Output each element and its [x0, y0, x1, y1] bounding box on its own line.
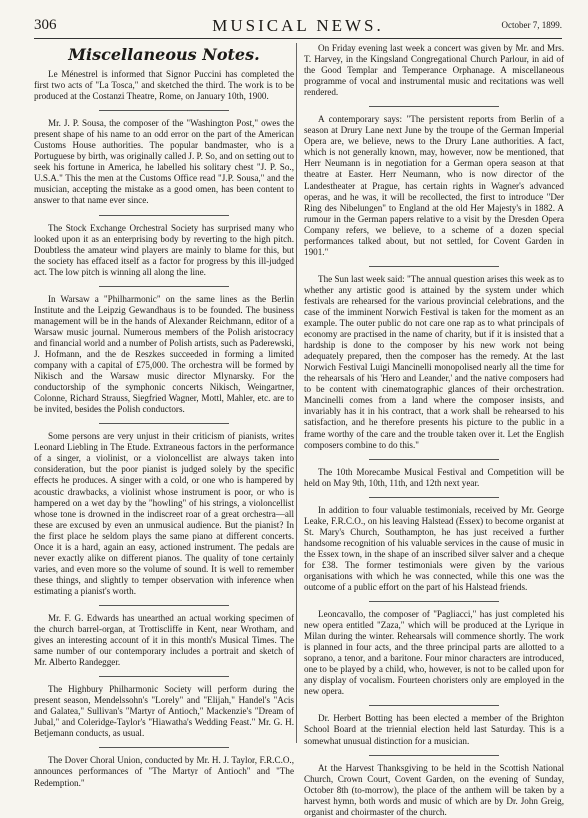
article-paragraph: A contemporary says: "The persistent reports from Berlin of a season at Drury Lane next June by the troupe of the German Imperial Opera are, we believe, news to the Drury Lane authorities. A fact, which is not generally known, may, however, now be mentioned, that Herr Neumann is in negotiation for a German opera season at that theatre at Easter. Herr Neumann, who is now director of the Landestheater at Prague, has certain rights in Wagner's advanced operas, and he was, it will be recollected, the first to introduce "Der Ring des Nibelungen" to England at the old Her Majesty's in 1882. A rumour in the German papers relative to a visit by the Dresden Opera Company refers, we believe, to a scheme of a dozen special performances talked about, but not settled, for Covent Garden in 1901." [304, 114, 564, 257]
separator [99, 110, 229, 111]
separator [369, 601, 499, 602]
page-number: 306 [34, 17, 57, 33]
left-column [34, 43, 294, 789]
separator [99, 676, 229, 677]
article-paragraph: On Friday evening last week a concert was given by Mr. and Mrs. T. Harvey, in the Kingsland Congregational Church Parlour, in aid of the Good Templar and Temperance Orphanage. A miscellaneous programme of vocal and instrumental music and recitations was well rendered. [304, 43, 564, 98]
separator [369, 705, 499, 706]
separator [369, 497, 499, 498]
issue-date: October 7, 1899. [501, 20, 562, 30]
article-paragraph: The Highbury Philharmonic Society will perform during the present season, Mendelssohn's "Lorely" and "Elijah," Handel's "Acis and Galatea," Sullivan's "Martyr of Antioch," Mackenzie's "Dream of Jubal," and Coleridge-Taylor's "Hiawatha's Wedding Feast." Mr. G. H. Betjemann conducts, as usual. [34, 684, 294, 739]
article-paragraph: The 10th Morecambe Musical Festival and Competition will be held on May 9th, 10th, 11th, and 12th next year. [304, 466, 564, 488]
article-paragraph: Le Ménestrel is informed that Signor Puccini has completed the first two acts of "La Tosca," and sketched the third. The work is to be produced at the Costanzi Theatre, Rome, on January 10th, 1900. [34, 69, 294, 102]
article-paragraph: The Sun last week said: "The annual question arises this week as to whether any artistic good is attained by the system under which festivals are rehearsed for the various provincial celebrations, and the case of the imminent Norwich Festival is taken for the moment as an example. The outer public do not care one rap as to what principals of economy are practised in the name of charity, but if it is insisted that a hardship is done to the composer by his new work not being adequately prepared, then the composer has the remedy. At the last Norwich Festival Luigi Mancinelli monopolised nearly all the time for the rehearsals of his 'Hero and Leander,' and the native composers had to be content with cinematographic glances of their orchestration. Mancinelli comes from a land where the composer insists, and invariably has it in his contract, that a work shall be rehearsed to his satisfaction, and he therefore presents his picture to the public in a frame worthy of the care and the trouble taken over it. Let the English composers combine to do this." [304, 273, 564, 450]
article-paragraph: In addition to four valuable testimonials, received by Mr. George Leake, F.R.C.O., on his leaving Halstead (Essex) to become organist at St. Mary's Church, Southampton, he has just received a further handsome recognition of his valuable services in the cause of music in the Essex town, in the shape of an inscribed silver salver and a cheque for £38. The former testimonials were given by the various organisations with which he was connected, while this one was the outcome of a public effort on the part of his Halstead friends. [304, 504, 564, 593]
article-paragraph: Mr. J. P. Sousa, the composer of the "Washington Post," owes the present shape of his name to an odd error on the part of the American Customs House authorities. The popular bandmaster, who is a Portuguese by birth, was originally called J. P. So, and on setting out to seek his fortune in America, he labelled his solitary chest "J. P. So., U.S.A." This the men at the Customs Office read "J.P. Sousa," and the musician, accepting the mistake as a good omen, has been content to answer to that name ever since. [34, 118, 294, 206]
publication-title: MUSICAL NEWS. [212, 16, 384, 35]
separator [369, 755, 499, 756]
article-paragraph: At the Harvest Thanksgiving to be held in the Scottish National Church, Crown Court, Covent Garden, on the evening of Sunday, October 8th (to-morrow), the place of the anthem will be taken by a harvest hymn, both words and music of which are by Dr. John Greig, organist and choirmaster of the church. [304, 762, 564, 817]
separator [99, 747, 229, 748]
article-paragraph: The Dover Choral Union, conducted by Mr. H. J. Taylor, F.R.C.O., announces performances of "The Martyr of Antioch" and "The Redemption." [34, 755, 294, 788]
section-heading: Miscellaneous Notes. [68, 45, 260, 64]
separator [99, 215, 229, 216]
article-paragraph: Some persons are very unjust in their criticism of pianists, writes Leonard Liebling in The Etude. Extraneous factors in the performance of a singer, a violinist, or a violoncellist are always taken into consideration, but the poor pianist is judged solely by the specific effects he produces. A singer with a cold, or one who is hampered by acoustic drawbacks, a violinist whose instrument is poor, or who is hampered on a wet day by the "howling" of his strings, a violoncellist whose tone is drowned in the indiscreet roar of a great orchestra—all these are excused by even an unmusical audience. But the pianist? In the first place he seldom plays the same piano at different concerts. Once it is a hard, again an easy, actioned instrument. The pedals are never exactly alike on different pianos. The quality of tone certainly varies, and even more so the volume of sound. It is well to remember these things, and slightly to temper observation with inference when estimating a pianist's worth. [34, 431, 294, 596]
separator [99, 423, 229, 424]
article-paragraph: Dr. Herbert Botting has been elected a member of the Brighton School Board at the triennial election held last Saturday. This is a somewhat unusual distinction for a musician. [304, 713, 564, 746]
separator [99, 605, 229, 606]
page-header [34, 14, 562, 39]
separator [369, 266, 499, 267]
article-paragraph: Mr. F. G. Edwards has unearthed an actual working specimen of the church barrel-organ, at Trottiscliffe in Kent, near Wrotham, and gives an interesting account of it in this month's Musical Times. The same number of our contemporary includes a portrait and sketch of Mr. Alberto Randegger. [34, 612, 294, 668]
article-paragraph: The Stock Exchange Orchestral Society has surprised many who looked upon it as an enterprising body by reverting to the high pitch. Doubtless the amateur wind players are mainly to blame for this, but the society has effaced itself as a factor for progress by this ill-judged act. The low pitch is winning all along the line. [34, 222, 294, 277]
column-divider [296, 43, 297, 743]
article-paragraph: Leoncavallo, the composer of "Pagliacci," has just completed his new opera entitled "Zaza," which will be produced at the Lyrique in Milan during the winter. Rehearsals will commence shortly. The work is planned in four acts, and the three principal parts are allotted to a soprano, a tenor, and a baritone. Four minor characters are introduced, one to be played by a child, who, however, is not to be called upon for any display of vocalism. Fourteen choristers only are employed in the new opera. [304, 609, 564, 697]
right-column [304, 43, 564, 818]
separator [369, 106, 499, 107]
separator [99, 286, 229, 287]
separator [369, 459, 499, 460]
article-paragraph: In Warsaw a "Philharmonic" on the same lines as the Berlin Institute and the Leipzig Gewandhaus is to be founded. The business management will be in the hands of Alexander Reichmann, editor of a Warsaw music journal. Numerous members of the Polish aristocracy and financial world and a number of Polish artists, such as Paderewski, J. Hofmann, and the de Reszkes succeeded in forming a limited company with a capital of £75,000. The orchestra will be formed by Nikisch and the Warsaw music director Mlynarsky. For the conductorship of the symphonic concerts Nikisch, Weingartner, Colonne, Richard Strauss, Siegfried Wagner, Mottl, Mahler, etc. are to be invited, besides the Polish conductors. [34, 293, 294, 415]
